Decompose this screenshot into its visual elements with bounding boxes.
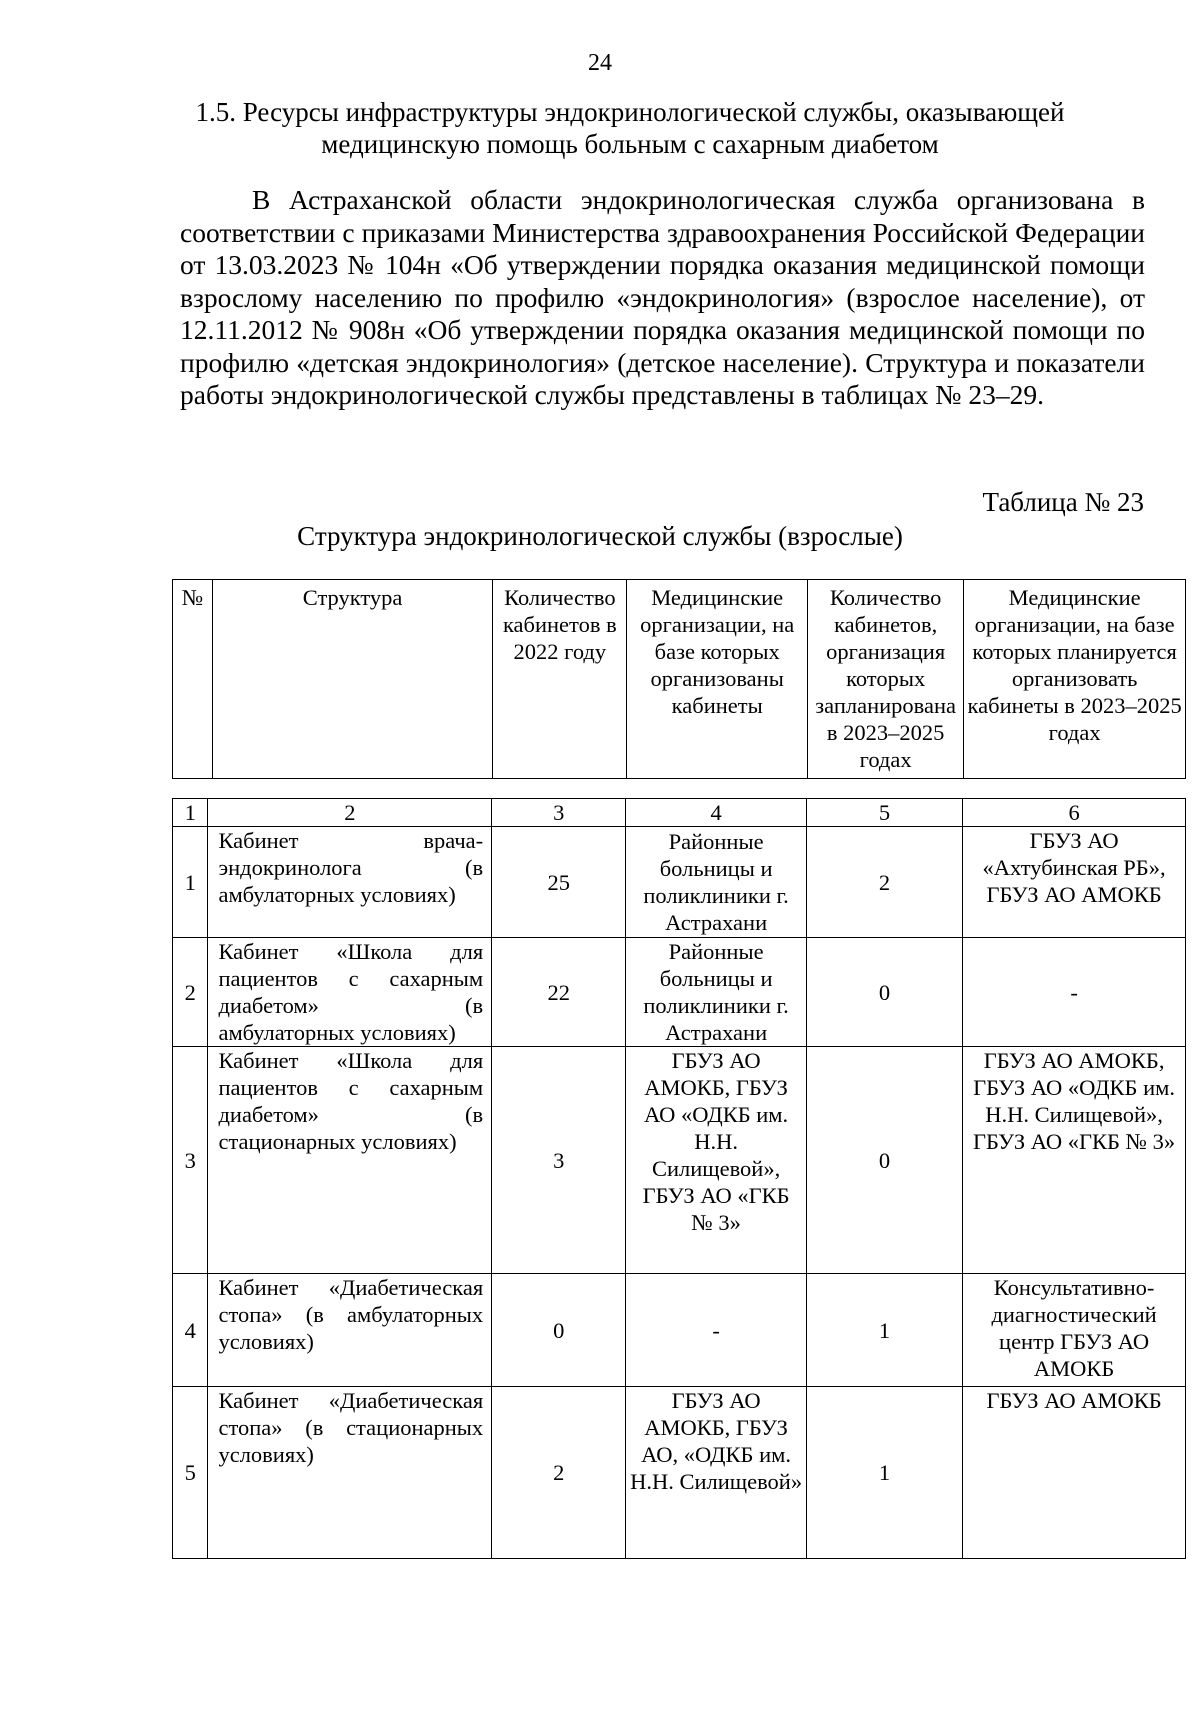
- table-number: Таблица № 23: [982, 487, 1144, 517]
- organizations-cell: ГБУЗ АО АМОКБ, ГБУЗ АО, «ОДКБ им. Н.Н. Силищевой»: [626, 1387, 807, 1559]
- planned-count-cell: 0: [806, 1047, 962, 1274]
- header-row: [173, 580, 1186, 779]
- planned-organizations-cell: ГБУЗ АО АМОКБ, ГБУЗ АО «ОДКБ им. Н.Н. Силищевой», ГБУЗ АО «ГКБ № 3»: [963, 1047, 1186, 1274]
- column-number-cell: 1: [173, 799, 208, 827]
- page-number: 24: [588, 50, 612, 76]
- organizations-cell: ГБУЗ АО АМОКБ, ГБУЗ АО «ОДКБ им. Н.Н. Силищевой», ГБУЗ АО «ГКБ № 3»: [626, 1047, 807, 1274]
- table-row: [173, 1387, 1186, 1559]
- row-number-cell: 5: [173, 1387, 208, 1559]
- count-2022-cell: 25: [492, 827, 626, 938]
- row-number-cell: 4: [173, 1274, 208, 1387]
- structure-cell: Кабинет врача-эндокринолога (в амбулаторных условиях): [208, 827, 492, 938]
- header-cell-planned-organizations: Медицинские организации, на базе которых планируется организовать кабинеты в 2023–2025 годах: [964, 580, 1186, 779]
- header-cell-organizations: Медицинские организации, на базе которых организованы кабинеты: [627, 580, 808, 779]
- column-number-cell: 2: [208, 799, 492, 827]
- structure-cell: Кабинет «Школа для пациентов с сахарным диабетом» (в амбулаторных условиях): [208, 938, 492, 1047]
- header-cell-structure: Структура: [212, 580, 492, 779]
- table-row: [173, 1274, 1186, 1387]
- planned-organizations-cell: ГБУЗ АО АМОКБ: [963, 1387, 1186, 1559]
- table-title: Структура эндокринологической службы (взрослые): [297, 521, 903, 551]
- column-number-row: [173, 799, 1186, 827]
- header-cell-count-2022: Количество кабинетов в 2022 году: [493, 580, 627, 779]
- planned-count-cell: 1: [806, 1274, 962, 1387]
- section-heading: [180, 96, 1080, 160]
- structure-cell: Кабинет «Диабетическая стопа» (в амбулаторных условиях): [208, 1274, 492, 1387]
- planned-organizations-cell: Консультативно-диагностический центр ГБУЗ АО АМОКБ: [963, 1274, 1186, 1387]
- organizations-cell: Районные больницы и поликлиники г. Астрахани: [626, 827, 807, 938]
- table-row: [173, 1047, 1186, 1274]
- organizations-cell: -: [626, 1274, 807, 1387]
- count-2022-cell: 0: [492, 1274, 626, 1387]
- table-row: [173, 827, 1186, 938]
- structure-cell: Кабинет «Школа для пациентов с сахарным диабетом» (в стационарных условиях): [208, 1047, 492, 1274]
- table-header: [172, 579, 1186, 779]
- column-number-cell: 6: [963, 799, 1186, 827]
- planned-count-cell: 1: [806, 1387, 962, 1559]
- planned-count-cell: 2: [806, 827, 962, 938]
- column-number-cell: 3: [492, 799, 626, 827]
- count-2022-cell: 3: [492, 1047, 626, 1274]
- data-table: [172, 798, 1186, 1559]
- column-number-cell: 4: [626, 799, 807, 827]
- row-number-cell: 2: [173, 938, 208, 1047]
- section-heading-line-1: 1.5. Ресурсы инфраструктуры эндокринологической службы, оказывающей: [195, 97, 1065, 127]
- organizations-cell: Районные больницы и поликлиники г. Астрахани: [626, 938, 807, 1047]
- header-cell-planned-count: Количество кабинетов, организация которых запланирована в 2023–2025 годах: [808, 580, 964, 779]
- count-2022-cell: 22: [492, 938, 626, 1047]
- column-number-cell: 5: [806, 799, 962, 827]
- planned-organizations-cell: -: [963, 938, 1186, 1047]
- body-paragraph: В Астраханской области эндокринологическая служба организована в соответствии с приказами Министерства здравоохранения Российской Федерации от 13.03.2023 № 104н «Об утверждении порядка оказания медицинской помощи взрослому населению по профилю «эндокринология» (взрослое население), от 12.11.2012 № 908н «Об утверждении порядка оказания медицинской помощи по профилю «детская эндокринология» (детское население). Структура и показатели работы эндокринологической службы представлены в таблицах № 23–29.: [180, 184, 1145, 410]
- row-number-cell: 3: [173, 1047, 208, 1274]
- structure-cell: Кабинет «Диабетическая стопа» (в стационарных условиях): [208, 1387, 492, 1559]
- count-2022-cell: 2: [492, 1387, 626, 1559]
- row-number-cell: 1: [173, 827, 208, 938]
- table-row: [173, 938, 1186, 1047]
- section-heading-line-2: медицинскую помощь больным с сахарным диабетом: [321, 129, 939, 159]
- planned-organizations-cell: ГБУЗ АО «Ахтубинская РБ», ГБУЗ АО АМОКБ: [963, 827, 1186, 938]
- header-cell-number: №: [173, 580, 213, 779]
- planned-count-cell: 0: [806, 938, 962, 1047]
